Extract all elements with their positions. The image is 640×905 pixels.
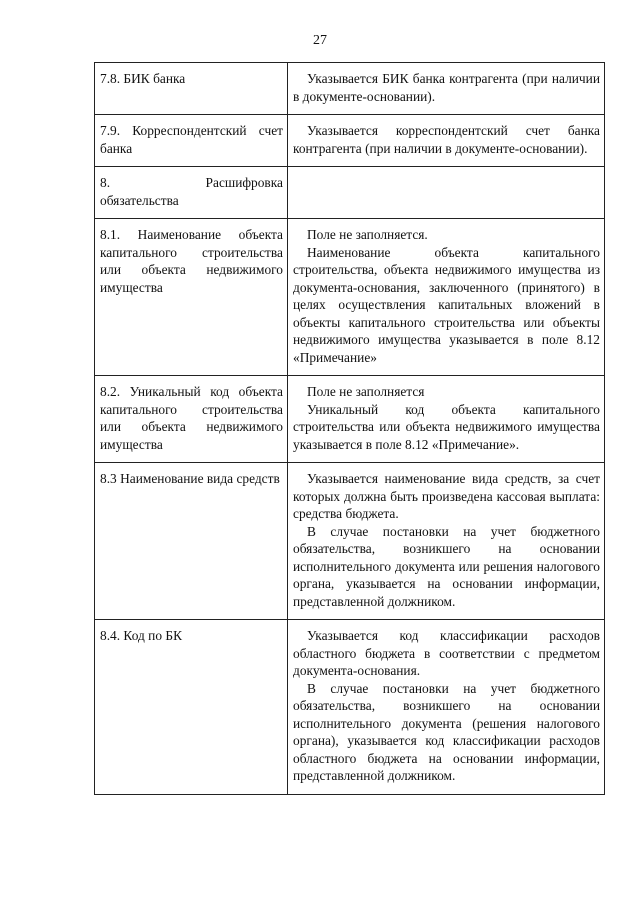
description-paragraph: В случае постановки на учет бюджетного обязательства, возникшего на основании исполнительного документа (решения налогового органа), указывается код классификации расходов областного бюджета на основании информации, представленной должником. — [293, 680, 600, 783]
field-name-cell — [95, 620, 288, 795]
field-name: 8.1. Наименование объекта капитального строительства или объекта недвижимого имущества — [100, 227, 283, 295]
field-name: 7.9. Корреспондентский счет банка — [100, 123, 283, 156]
field-name-cell — [95, 115, 288, 167]
table-row — [95, 167, 605, 219]
section-word-continued: обязательства — [100, 192, 179, 208]
description-paragraph: Уникальный код объекта капитального строительства или объекта недвижимого имущества указывается в поле 8.12 «Примечание». — [293, 401, 600, 452]
field-description-cell — [288, 63, 605, 115]
field-description-cell — [288, 167, 605, 219]
description-paragraph: Указывается корреспондентский счет банка контрагента (при наличии в документе-основании). — [293, 123, 600, 156]
table-row — [95, 63, 605, 115]
description-paragraph: Указывается БИК банка контрагента (при наличии в документе-основании). — [293, 71, 600, 104]
field-description-cell — [288, 463, 605, 620]
table-row — [95, 115, 605, 167]
description-paragraph: Наименование объекта капитального строительства, объекта недвижимого имущества из документа-основания, заключенного (принятого) в целях осуществления капитальных вложений в объекты капитального строительства или объекты недвижимого имущества указывается в поле 8.12 «Примечание» — [293, 244, 600, 365]
table-row — [95, 463, 605, 620]
field-name: 8.2. Уникальный код объекта капитального строительства или объекта недвижимого имущества — [100, 384, 283, 452]
field-name: 7.8. БИК банка — [100, 71, 186, 86]
table-row — [95, 620, 605, 795]
field-name: 8.3 Наименование вида средств — [100, 471, 280, 486]
description-paragraph: Поле не заполняется. — [307, 227, 428, 242]
field-description-cell — [288, 115, 605, 167]
table-row — [95, 219, 605, 376]
field-name: 8.4. Код по БК — [100, 628, 182, 643]
field-name-cell — [95, 463, 288, 620]
field-description-cell — [288, 620, 605, 795]
description-paragraph: Указывается код классификации расходов областного бюджета в соответствии с предметом документа-основания. — [293, 628, 600, 678]
field-name-cell — [95, 63, 288, 115]
description-paragraph: В случае постановки на учет бюджетного обязательства, возникшего на основании исполнительного документа или решения налогового органа, указывается на основании информации, представленной должником. — [293, 523, 600, 609]
section-heading — [100, 174, 283, 192]
section-number: 8. — [100, 175, 111, 190]
page-number: 27 — [313, 33, 327, 48]
table-row — [95, 376, 605, 463]
field-name-cell — [95, 167, 288, 219]
instructions-table — [94, 62, 605, 795]
field-description-cell — [288, 219, 605, 376]
field-name-cell — [95, 376, 288, 463]
field-name-cell — [95, 219, 288, 376]
section-word: Расшифровка — [205, 175, 283, 190]
field-description-cell — [288, 376, 605, 463]
description-paragraph: Указывается наименование вида средств, за счет которых должна быть произведена кассовая выплата: средства бюджета. — [293, 471, 600, 521]
description-paragraph: Поле не заполняется — [307, 384, 425, 399]
